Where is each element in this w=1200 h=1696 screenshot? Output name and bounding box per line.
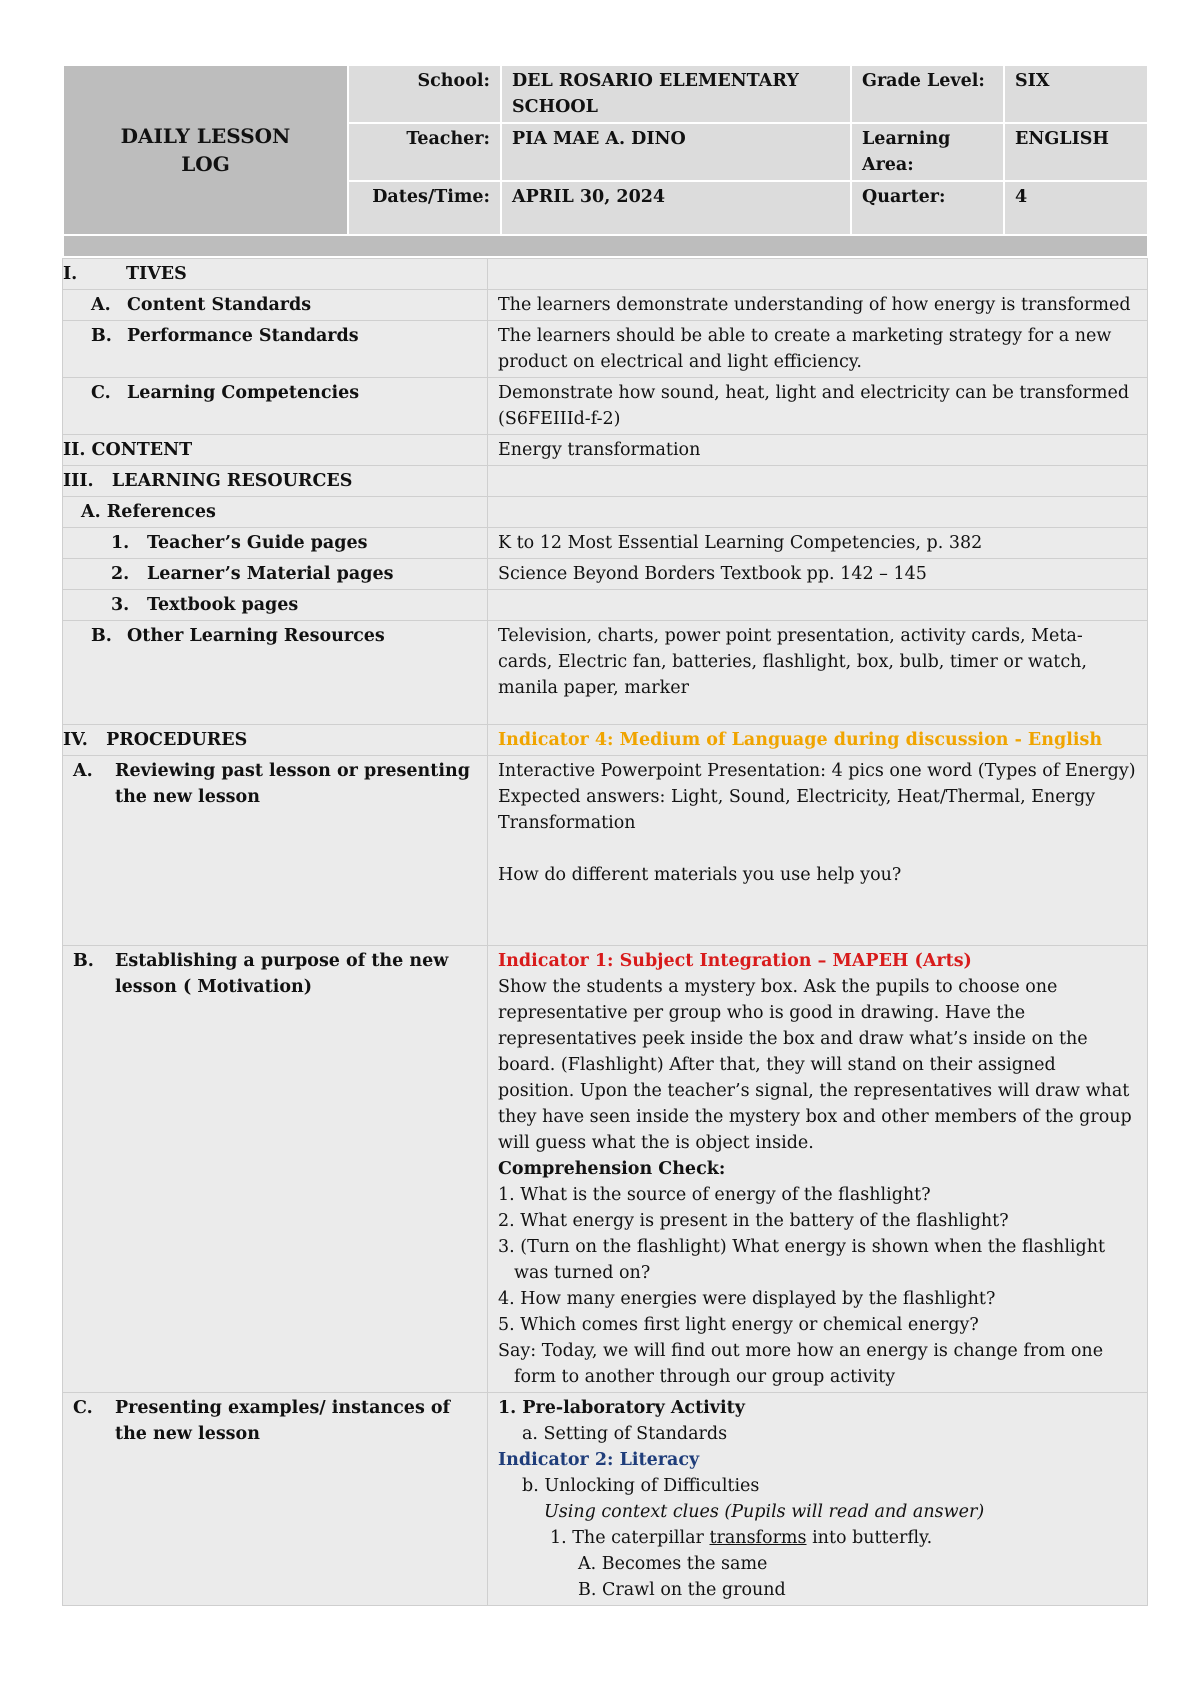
table-row: 2. Learner’s Material pages Science Beyond Borders Textbook pp. 142 – 145: [63, 559, 1148, 590]
vocabulary-item: 1. The caterpillar transforms into butterfly.: [550, 1528, 933, 1548]
question-item: 5. Which comes first light energy or chemical energy?: [498, 1315, 979, 1335]
table-row: [63, 497, 1148, 528]
unlocking-difficulties-item: b. Unlocking of Difficulties: [522, 1476, 760, 1496]
teacher-value: PIA MAE A. DINO: [501, 123, 851, 181]
table-row: B. Establishing a purpose of the new lesson ( Motivation) Indicator 1: Subject Integration – MAPEH (Arts) Show the students a mystery box. Ask the pupils to choose one representative per group who is good in drawing. Have the representatives peek inside the box and draw what’s inside on the board. (Flashlight) After that, they will stand on their assigned position. Upon the teacher’s signal, the representatives will draw what they have seen inside the mystery box and other members of the group will guess what the is object inside. Comprehension Check: 1. What is the source of energy of the flashlight? 2. What energy is present in the battery of the flashlight? 3. (Turn on the flashlight) What energy is shown when the flashlight was turned on? 4. How many energies were displayed by the flashlight? 5. Which comes first light energy or chemical energy? Say: Today, we will find out more how an energy is change from one form to another through our group activity: [63, 946, 1148, 1393]
content-standards-label: Content Standards: [127, 295, 312, 315]
content-standards-value: The learners demonstrate understanding of how energy is transformed: [488, 290, 1148, 321]
header-band: [63, 235, 1148, 257]
learning-area-label: Learning Area:: [851, 123, 1004, 181]
table-row: A. Content Standards The learners demonstrate understanding of how energy is transformed: [63, 290, 1148, 321]
other-resources-label: Other Learning Resources: [127, 626, 385, 646]
header-table: [62, 64, 1149, 258]
quarter-value: 4: [1004, 181, 1148, 235]
quarter-label: Quarter:: [851, 181, 1004, 235]
table-row: C. Learning Competencies Demonstrate how sound, heat, light and electricity can be transformed (S6FEIIId-f-2): [63, 378, 1148, 435]
underlined-word: transforms: [709, 1528, 807, 1548]
document-title: DAILY LESSON LOG: [63, 65, 348, 235]
textbook-pages-label: Textbook pages: [147, 595, 299, 615]
school-value: DEL ROSARIO ELEMENTARY SCHOOL: [501, 65, 851, 123]
learning-competencies-label: Learning Competencies: [127, 383, 360, 403]
lesson-table: [62, 258, 1148, 1606]
question-item: 4. How many energies were displayed by the flashlight?: [498, 1289, 996, 1309]
table-row: [63, 435, 1148, 466]
say-line: Say: Today, we will find out more how an energy is change from one form to another through our group activity: [498, 1341, 1104, 1387]
teacher-label: Teacher:: [348, 123, 501, 181]
content-value: Energy transformation: [488, 435, 1148, 466]
learners-material-value: Science Beyond Borders Textbook pp. 142 – 145: [488, 559, 1148, 590]
presenting-examples-label: Presenting examples/ instances of the new lesson: [115, 1398, 451, 1444]
procedure-a-line: Interactive Powerpoint Presentation: 4 pics one word (Types of Energy): [498, 761, 1136, 781]
table-row: 3. Textbook pages: [63, 590, 1148, 621]
references-label: A. References: [63, 497, 488, 528]
table-row: [63, 259, 1148, 290]
table-row: 1. Teacher’s Guide pages K to 12 Most Essential Learning Competencies, p. 382: [63, 528, 1148, 559]
table-row: [63, 725, 1148, 756]
performance-standards-value: The learners should be able to create a marketing strategy for a new product on electrical and light efficiency.: [488, 321, 1148, 378]
learning-area-value: ENGLISH: [1004, 123, 1148, 181]
procedure-a-question: How do different materials you use help you?: [498, 865, 902, 885]
objectives-heading: I. TIVES: [63, 259, 488, 290]
dates-value: APRIL 30, 2024: [501, 181, 851, 235]
indicator-2-heading: Indicator 2: Literacy: [498, 1450, 700, 1470]
reviewing-lesson-label: Reviewing past lesson or presenting the new lesson: [115, 761, 470, 807]
procedures-heading: IV. PROCEDURES: [63, 725, 488, 756]
motivation-paragraph: Show the students a mystery box. Ask the pupils to choose one representative per group who is good in drawing. Have the representatives peek inside the box and draw what’s inside on the board. (Flashlight) After that, they will stand on their assigned position. Upon the teacher’s signal, the representatives will draw what they have seen inside the mystery box and other members of the group will guess what the is object inside.: [498, 977, 1132, 1153]
grade-label: Grade Level:: [851, 65, 1004, 123]
answer-option: A. Becomes the same: [578, 1554, 768, 1574]
question-item: 2. What energy is present in the battery of the flashlight?: [498, 1211, 1009, 1231]
teachers-guide-value: K to 12 Most Essential Learning Competencies, p. 382: [488, 528, 1148, 559]
grade-value: SIX: [1004, 65, 1148, 123]
table-row: [63, 466, 1148, 497]
motivation-label: Establishing a purpose of the new lesson ( Motivation): [115, 951, 449, 997]
learning-competencies-value: Demonstrate how sound, heat, light and electricity can be transformed (S6FEIIId-f-2): [488, 378, 1148, 435]
dates-label: Dates/Time:: [348, 181, 501, 235]
content-heading: II. CONTENT: [63, 435, 488, 466]
other-resources-value: Television, charts, power point presentation, activity cards, Meta-cards, Electric fan, batteries, flashlight, box, bulb, timer or watch, manila paper, marker: [488, 621, 1148, 725]
performance-standards-label: Performance Standards: [127, 326, 359, 346]
learners-material-label: Learner’s Material pages: [147, 564, 394, 584]
answer-option: B. Crawl on the ground: [578, 1580, 786, 1600]
indicator-1-heading: Indicator 1: Subject Integration – MAPEH (Arts): [498, 951, 972, 971]
procedure-a-line: Expected answers: Light, Sound, Electricity, Heat/Thermal, Energy Transformation: [498, 787, 1096, 833]
context-clues-instruction: Using context clues (Pupils will read and answer): [544, 1502, 985, 1522]
setting-standards-item: a. Setting of Standards: [522, 1424, 728, 1444]
table-row: A. Reviewing past lesson or presenting the new lesson Interactive Powerpoint Presentation: 4 pics one word (Types of Energy) Expected answers: Light, Sound, Electricity, Heat/Thermal, Energy Transformation How do different materials you use help you?: [63, 756, 1148, 946]
comprehension-check-heading: Comprehension Check:: [498, 1159, 726, 1179]
table-row: B. Performance Standards The learners should be able to create a marketing strategy for a new product on electrical and light efficiency.: [63, 321, 1148, 378]
question-item: 1. What is the source of energy of the flashlight?: [498, 1185, 931, 1205]
resources-heading: III. LEARNING RESOURCES: [63, 466, 488, 497]
pre-lab-heading: 1. Pre-laboratory Activity: [498, 1398, 745, 1418]
school-label: School:: [348, 65, 501, 123]
teachers-guide-label: Teacher’s Guide pages: [147, 533, 368, 553]
table-row: B. Other Learning Resources Television, charts, power point presentation, activity cards, Meta-cards, Electric fan, batteries, flashlight, box, bulb, timer or watch, manila paper, marker: [63, 621, 1148, 725]
table-row: C. Presenting examples/ instances of the new lesson 1. Pre-laboratory Activity a. Setting of Standards Indicator 2: Literacy b. Unlocking of Difficulties Using context clues (Pupils will read and answer) 1. The caterpillar transforms into butterfly. A. Becomes the same B. Crawl on the ground: [63, 1393, 1148, 1606]
question-item: 3. (Turn on the flashlight) What energy is shown when the flashlight was turned on?: [498, 1237, 1106, 1283]
indicator-4-heading: Indicator 4: Medium of Language during discussion - English: [488, 725, 1148, 756]
